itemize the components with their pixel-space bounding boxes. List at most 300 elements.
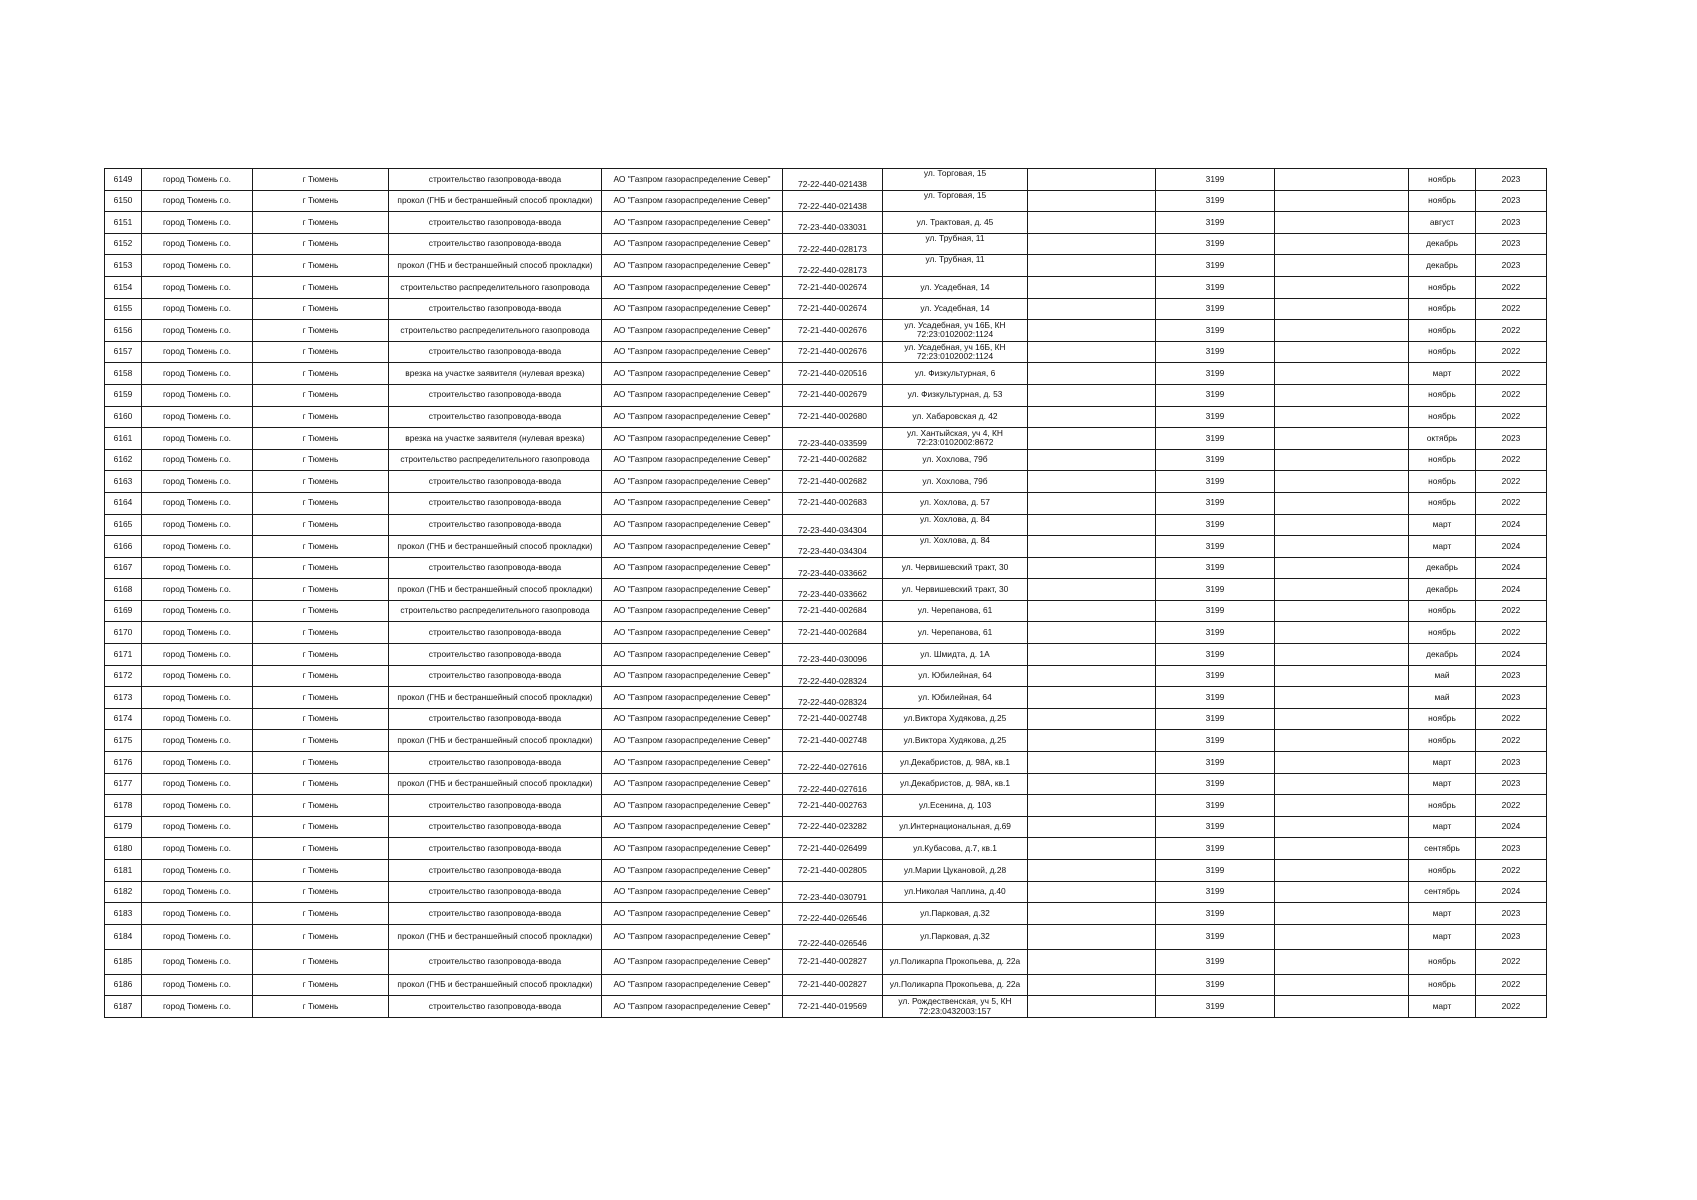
company-cell: АО "Газпром газораспределение Север" bbox=[602, 687, 783, 709]
address-cell: ул. Рождественская, уч 5, КН 72:23:0432003:157 bbox=[883, 996, 1028, 1018]
row-number-cell: 6182 bbox=[105, 881, 142, 903]
year-cell: 2023 bbox=[1476, 212, 1547, 234]
blank-cell bbox=[1028, 341, 1156, 363]
municipality-cell: город Тюмень г.о. bbox=[142, 406, 253, 428]
municipality-cell: город Тюмень г.о. bbox=[142, 384, 253, 406]
blank-cell bbox=[1275, 687, 1409, 709]
municipality-cell: город Тюмень г.о. bbox=[142, 730, 253, 752]
work-type-cell: строительство газопровода-ввода bbox=[389, 169, 602, 191]
month-cell: ноябрь bbox=[1409, 320, 1476, 342]
code-cell: 3199 bbox=[1156, 838, 1275, 860]
year-cell: 2023 bbox=[1476, 903, 1547, 925]
table-row bbox=[105, 212, 1547, 234]
code-cell: 3199 bbox=[1156, 622, 1275, 644]
code-cell: 3199 bbox=[1156, 860, 1275, 882]
month-cell: ноябрь bbox=[1409, 949, 1476, 974]
row-number-cell: 6173 bbox=[105, 687, 142, 709]
address-cell: ул. Хабаровская д. 42 bbox=[883, 406, 1028, 428]
address-cell: ул.Парковая, д.32 bbox=[883, 924, 1028, 949]
settlement-cell: г Тюмень bbox=[253, 384, 389, 406]
work-type-cell: прокол (ГНБ и бестраншейный способ прокладки) bbox=[389, 190, 602, 212]
blank-cell bbox=[1028, 190, 1156, 212]
work-type-cell: строительство газопровода-ввода bbox=[389, 816, 602, 838]
application-number-cell: 72-21-440-002680 bbox=[783, 406, 883, 428]
address-cell: ул. Червишевский тракт, 30 bbox=[883, 557, 1028, 579]
application-number-cell: 72-22-440-028173 bbox=[783, 255, 883, 277]
application-number-cell: 72-21-440-002827 bbox=[783, 974, 883, 996]
year-cell: 2024 bbox=[1476, 881, 1547, 903]
table-row bbox=[105, 974, 1547, 996]
application-number-cell: 72-22-440-028324 bbox=[783, 687, 883, 709]
code-cell: 3199 bbox=[1156, 514, 1275, 536]
blank-cell bbox=[1275, 974, 1409, 996]
row-number-cell: 6177 bbox=[105, 773, 142, 795]
blank-cell bbox=[1028, 514, 1156, 536]
settlement-cell: г Тюмень bbox=[253, 255, 389, 277]
blank-cell bbox=[1028, 169, 1156, 191]
blank-cell bbox=[1028, 816, 1156, 838]
settlement-cell: г Тюмень bbox=[253, 622, 389, 644]
blank-cell bbox=[1275, 255, 1409, 277]
municipality-cell: город Тюмень г.о. bbox=[142, 557, 253, 579]
settlement-cell: г Тюмень bbox=[253, 860, 389, 882]
company-cell: АО "Газпром газораспределение Север" bbox=[602, 600, 783, 622]
table-row bbox=[105, 860, 1547, 882]
address-cell: ул. Усадебная, уч 16Б, КН 72:23:0102002:1124 bbox=[883, 341, 1028, 363]
company-cell: АО "Газпром газораспределение Север" bbox=[602, 341, 783, 363]
table-row bbox=[105, 190, 1547, 212]
municipality-cell: город Тюмень г.о. bbox=[142, 428, 253, 450]
settlement-cell: г Тюмень bbox=[253, 752, 389, 774]
month-cell: ноябрь bbox=[1409, 406, 1476, 428]
address-cell: ул. Физкультурная, д. 53 bbox=[883, 384, 1028, 406]
work-type-cell: строительство распределительного газопровода bbox=[389, 600, 602, 622]
month-cell: ноябрь bbox=[1409, 190, 1476, 212]
code-cell: 3199 bbox=[1156, 341, 1275, 363]
row-number-cell: 6186 bbox=[105, 974, 142, 996]
row-number-cell: 6172 bbox=[105, 665, 142, 687]
settlement-cell: г Тюмень bbox=[253, 492, 389, 514]
table-row bbox=[105, 903, 1547, 925]
code-cell: 3199 bbox=[1156, 449, 1275, 471]
row-number-cell: 6180 bbox=[105, 838, 142, 860]
address-cell: ул.Марии Цукановой, д.28 bbox=[883, 860, 1028, 882]
settlement-cell: г Тюмень bbox=[253, 949, 389, 974]
address-cell: ул. Шмидта, д. 1А bbox=[883, 644, 1028, 666]
address-cell: ул. Червишевский тракт, 30 bbox=[883, 579, 1028, 601]
year-cell: 2023 bbox=[1476, 169, 1547, 191]
year-cell: 2022 bbox=[1476, 860, 1547, 882]
year-cell: 2023 bbox=[1476, 924, 1547, 949]
settlement-cell: г Тюмень bbox=[253, 708, 389, 730]
code-cell: 3199 bbox=[1156, 795, 1275, 817]
settlement-cell: г Тюмень bbox=[253, 320, 389, 342]
blank-cell bbox=[1275, 752, 1409, 774]
blank-cell bbox=[1275, 320, 1409, 342]
municipality-cell: город Тюмень г.о. bbox=[142, 255, 253, 277]
address-cell: ул.Декабристов, д. 98А, кв.1 bbox=[883, 773, 1028, 795]
address-cell: ул. Хохлова, д. 84 bbox=[883, 514, 1028, 536]
settlement-cell: г Тюмень bbox=[253, 557, 389, 579]
year-cell: 2022 bbox=[1476, 974, 1547, 996]
table-row bbox=[105, 622, 1547, 644]
month-cell: август bbox=[1409, 212, 1476, 234]
year-cell: 2023 bbox=[1476, 752, 1547, 774]
row-number-cell: 6185 bbox=[105, 949, 142, 974]
code-cell: 3199 bbox=[1156, 708, 1275, 730]
application-number-cell: 72-21-440-002683 bbox=[783, 492, 883, 514]
table-row bbox=[105, 795, 1547, 817]
municipality-cell: город Тюмень г.о. bbox=[142, 298, 253, 320]
month-cell: март bbox=[1409, 773, 1476, 795]
municipality-cell: город Тюмень г.о. bbox=[142, 600, 253, 622]
row-number-cell: 6162 bbox=[105, 449, 142, 471]
company-cell: АО "Газпром газораспределение Север" bbox=[602, 276, 783, 298]
year-cell: 2022 bbox=[1476, 298, 1547, 320]
work-type-cell: врезка на участке заявителя (нулевая врезка) bbox=[389, 428, 602, 450]
code-cell: 3199 bbox=[1156, 924, 1275, 949]
company-cell: АО "Газпром газораспределение Север" bbox=[602, 622, 783, 644]
blank-cell bbox=[1028, 363, 1156, 385]
municipality-cell: город Тюмень г.о. bbox=[142, 687, 253, 709]
settlement-cell: г Тюмень bbox=[253, 600, 389, 622]
municipality-cell: город Тюмень г.о. bbox=[142, 190, 253, 212]
blank-cell bbox=[1275, 622, 1409, 644]
blank-cell bbox=[1028, 492, 1156, 514]
table-row bbox=[105, 449, 1547, 471]
blank-cell bbox=[1275, 169, 1409, 191]
table-row bbox=[105, 996, 1547, 1018]
blank-cell bbox=[1275, 276, 1409, 298]
row-number-cell: 6171 bbox=[105, 644, 142, 666]
code-cell: 3199 bbox=[1156, 320, 1275, 342]
municipality-cell: город Тюмень г.о. bbox=[142, 471, 253, 493]
application-number-cell: 72-21-440-002748 bbox=[783, 730, 883, 752]
application-number-cell: 72-21-440-002674 bbox=[783, 298, 883, 320]
table-row bbox=[105, 255, 1547, 277]
table-row bbox=[105, 949, 1547, 974]
row-number-cell: 6179 bbox=[105, 816, 142, 838]
table-row bbox=[105, 881, 1547, 903]
year-cell: 2024 bbox=[1476, 557, 1547, 579]
municipality-cell: город Тюмень г.о. bbox=[142, 449, 253, 471]
table-row bbox=[105, 492, 1547, 514]
year-cell: 2024 bbox=[1476, 514, 1547, 536]
settlement-cell: г Тюмень bbox=[253, 795, 389, 817]
company-cell: АО "Газпром газораспределение Север" bbox=[602, 471, 783, 493]
application-number-cell: 72-21-440-002763 bbox=[783, 795, 883, 817]
work-type-cell: строительство газопровода-ввода bbox=[389, 384, 602, 406]
work-type-cell: строительство газопровода-ввода bbox=[389, 795, 602, 817]
municipality-cell: город Тюмень г.о. bbox=[142, 903, 253, 925]
blank-cell bbox=[1028, 773, 1156, 795]
settlement-cell: г Тюмень bbox=[253, 341, 389, 363]
code-cell: 3199 bbox=[1156, 428, 1275, 450]
blank-cell bbox=[1028, 881, 1156, 903]
application-number-cell: 72-22-440-028173 bbox=[783, 233, 883, 255]
table-row bbox=[105, 644, 1547, 666]
code-cell: 3199 bbox=[1156, 492, 1275, 514]
blank-cell bbox=[1028, 687, 1156, 709]
blank-cell bbox=[1275, 665, 1409, 687]
table-row bbox=[105, 557, 1547, 579]
company-cell: АО "Газпром газораспределение Север" bbox=[602, 190, 783, 212]
settlement-cell: г Тюмень bbox=[253, 471, 389, 493]
year-cell: 2023 bbox=[1476, 255, 1547, 277]
municipality-cell: город Тюмень г.о. bbox=[142, 233, 253, 255]
company-cell: АО "Газпром газораспределение Север" bbox=[602, 924, 783, 949]
application-number-cell: 72-21-440-002748 bbox=[783, 708, 883, 730]
row-number-cell: 6169 bbox=[105, 600, 142, 622]
municipality-cell: город Тюмень г.о. bbox=[142, 924, 253, 949]
month-cell: октябрь bbox=[1409, 428, 1476, 450]
month-cell: декабрь bbox=[1409, 579, 1476, 601]
year-cell: 2022 bbox=[1476, 384, 1547, 406]
blank-cell bbox=[1028, 298, 1156, 320]
code-cell: 3199 bbox=[1156, 255, 1275, 277]
row-number-cell: 6155 bbox=[105, 298, 142, 320]
month-cell: сентябрь bbox=[1409, 881, 1476, 903]
company-cell: АО "Газпром газораспределение Север" bbox=[602, 838, 783, 860]
company-cell: АО "Газпром газораспределение Север" bbox=[602, 881, 783, 903]
blank-cell bbox=[1275, 996, 1409, 1018]
company-cell: АО "Газпром газораспределение Север" bbox=[602, 996, 783, 1018]
year-cell: 2024 bbox=[1476, 579, 1547, 601]
code-cell: 3199 bbox=[1156, 881, 1275, 903]
year-cell: 2022 bbox=[1476, 471, 1547, 493]
register-table-body bbox=[105, 169, 1547, 1018]
code-cell: 3199 bbox=[1156, 974, 1275, 996]
row-number-cell: 6156 bbox=[105, 320, 142, 342]
table-row bbox=[105, 773, 1547, 795]
application-number-cell: 72-21-440-002676 bbox=[783, 320, 883, 342]
company-cell: АО "Газпром газораспределение Север" bbox=[602, 428, 783, 450]
table-row bbox=[105, 924, 1547, 949]
year-cell: 2023 bbox=[1476, 428, 1547, 450]
work-type-cell: строительство газопровода-ввода bbox=[389, 860, 602, 882]
settlement-cell: г Тюмень bbox=[253, 881, 389, 903]
application-number-cell: 72-22-440-021438 bbox=[783, 169, 883, 191]
municipality-cell: город Тюмень г.о. bbox=[142, 773, 253, 795]
blank-cell bbox=[1275, 557, 1409, 579]
row-number-cell: 6154 bbox=[105, 276, 142, 298]
year-cell: 2022 bbox=[1476, 600, 1547, 622]
application-number-cell: 72-21-440-002684 bbox=[783, 622, 883, 644]
month-cell: март bbox=[1409, 752, 1476, 774]
row-number-cell: 6158 bbox=[105, 363, 142, 385]
municipality-cell: город Тюмень г.о. bbox=[142, 838, 253, 860]
application-number-cell: 72-23-440-030096 bbox=[783, 644, 883, 666]
settlement-cell: г Тюмень bbox=[253, 687, 389, 709]
company-cell: АО "Газпром газораспределение Север" bbox=[602, 795, 783, 817]
settlement-cell: г Тюмень bbox=[253, 514, 389, 536]
month-cell: март bbox=[1409, 363, 1476, 385]
year-cell: 2022 bbox=[1476, 949, 1547, 974]
row-number-cell: 6170 bbox=[105, 622, 142, 644]
application-number-cell: 72-22-440-026546 bbox=[783, 924, 883, 949]
municipality-cell: город Тюмень г.о. bbox=[142, 795, 253, 817]
settlement-cell: г Тюмень bbox=[253, 169, 389, 191]
settlement-cell: г Тюмень bbox=[253, 730, 389, 752]
month-cell: ноябрь bbox=[1409, 298, 1476, 320]
month-cell: март bbox=[1409, 514, 1476, 536]
blank-cell bbox=[1275, 949, 1409, 974]
company-cell: АО "Газпром газораспределение Север" bbox=[602, 298, 783, 320]
month-cell: март bbox=[1409, 996, 1476, 1018]
blank-cell bbox=[1275, 341, 1409, 363]
blank-cell bbox=[1028, 320, 1156, 342]
company-cell: АО "Газпром газораспределение Север" bbox=[602, 974, 783, 996]
month-cell: ноябрь bbox=[1409, 471, 1476, 493]
work-type-cell: прокол (ГНБ и бестраншейный способ прокладки) bbox=[389, 579, 602, 601]
address-cell: ул. Хохлова, 79б bbox=[883, 471, 1028, 493]
row-number-cell: 6149 bbox=[105, 169, 142, 191]
address-cell: ул.Виктора Худякова, д.25 bbox=[883, 708, 1028, 730]
blank-cell bbox=[1028, 428, 1156, 450]
address-cell: ул.Николая Чаплина, д.40 bbox=[883, 881, 1028, 903]
year-cell: 2022 bbox=[1476, 406, 1547, 428]
blank-cell bbox=[1028, 471, 1156, 493]
code-cell: 3199 bbox=[1156, 752, 1275, 774]
address-cell: ул. Трактовая, д. 45 bbox=[883, 212, 1028, 234]
month-cell: май bbox=[1409, 665, 1476, 687]
blank-cell bbox=[1275, 600, 1409, 622]
table-row bbox=[105, 276, 1547, 298]
year-cell: 2022 bbox=[1476, 276, 1547, 298]
work-type-cell: строительство распределительного газопровода bbox=[389, 276, 602, 298]
blank-cell bbox=[1275, 644, 1409, 666]
work-type-cell: строительство газопровода-ввода bbox=[389, 341, 602, 363]
blank-cell bbox=[1275, 428, 1409, 450]
application-number-cell: 72-21-440-026499 bbox=[783, 838, 883, 860]
work-type-cell: строительство газопровода-ввода bbox=[389, 949, 602, 974]
work-type-cell: строительство газопровода-ввода bbox=[389, 752, 602, 774]
company-cell: АО "Газпром газораспределение Север" bbox=[602, 752, 783, 774]
month-cell: март bbox=[1409, 536, 1476, 558]
year-cell: 2024 bbox=[1476, 644, 1547, 666]
table-row bbox=[105, 428, 1547, 450]
row-number-cell: 6164 bbox=[105, 492, 142, 514]
settlement-cell: г Тюмень bbox=[253, 816, 389, 838]
blank-cell bbox=[1028, 903, 1156, 925]
company-cell: АО "Газпром газораспределение Север" bbox=[602, 816, 783, 838]
application-number-cell: 72-22-440-021438 bbox=[783, 190, 883, 212]
application-number-cell: 72-22-440-026546 bbox=[783, 903, 883, 925]
blank-cell bbox=[1028, 708, 1156, 730]
address-cell: ул.Есенина, д. 103 bbox=[883, 795, 1028, 817]
code-cell: 3199 bbox=[1156, 996, 1275, 1018]
table-row bbox=[105, 752, 1547, 774]
code-cell: 3199 bbox=[1156, 190, 1275, 212]
company-cell: АО "Газпром газораспределение Север" bbox=[602, 665, 783, 687]
code-cell: 3199 bbox=[1156, 687, 1275, 709]
year-cell: 2022 bbox=[1476, 492, 1547, 514]
blank-cell bbox=[1275, 449, 1409, 471]
application-number-cell: 72-23-440-033662 bbox=[783, 579, 883, 601]
company-cell: АО "Газпром газораспределение Север" bbox=[602, 492, 783, 514]
table-row bbox=[105, 708, 1547, 730]
municipality-cell: город Тюмень г.о. bbox=[142, 665, 253, 687]
row-number-cell: 6175 bbox=[105, 730, 142, 752]
settlement-cell: г Тюмень bbox=[253, 838, 389, 860]
work-type-cell: прокол (ГНБ и бестраншейный способ прокладки) bbox=[389, 924, 602, 949]
municipality-cell: город Тюмень г.о. bbox=[142, 708, 253, 730]
row-number-cell: 6167 bbox=[105, 557, 142, 579]
table-row bbox=[105, 169, 1547, 191]
month-cell: декабрь bbox=[1409, 233, 1476, 255]
month-cell: март bbox=[1409, 924, 1476, 949]
address-cell: ул. Черепанова, 61 bbox=[883, 600, 1028, 622]
row-number-cell: 6160 bbox=[105, 406, 142, 428]
address-cell: ул.Виктора Худякова, д.25 bbox=[883, 730, 1028, 752]
year-cell: 2023 bbox=[1476, 838, 1547, 860]
code-cell: 3199 bbox=[1156, 730, 1275, 752]
blank-cell bbox=[1028, 949, 1156, 974]
settlement-cell: г Тюмень bbox=[253, 190, 389, 212]
work-type-cell: строительство газопровода-ввода bbox=[389, 903, 602, 925]
year-cell: 2022 bbox=[1476, 622, 1547, 644]
row-number-cell: 6165 bbox=[105, 514, 142, 536]
company-cell: АО "Газпром газораспределение Север" bbox=[602, 557, 783, 579]
year-cell: 2022 bbox=[1476, 708, 1547, 730]
month-cell: декабрь bbox=[1409, 557, 1476, 579]
address-cell: ул. Усадебная, 14 bbox=[883, 298, 1028, 320]
table-row bbox=[105, 320, 1547, 342]
address-cell: ул.Парковая, д.32 bbox=[883, 903, 1028, 925]
municipality-cell: город Тюмень г.о. bbox=[142, 363, 253, 385]
address-cell: ул.Интернациональная, д.69 bbox=[883, 816, 1028, 838]
year-cell: 2022 bbox=[1476, 996, 1547, 1018]
month-cell: декабрь bbox=[1409, 255, 1476, 277]
application-number-cell: 72-21-440-002674 bbox=[783, 276, 883, 298]
company-cell: АО "Газпром газораспределение Север" bbox=[602, 730, 783, 752]
table-row bbox=[105, 341, 1547, 363]
application-number-cell: 72-23-440-033599 bbox=[783, 428, 883, 450]
municipality-cell: город Тюмень г.о. bbox=[142, 752, 253, 774]
work-type-cell: врезка на участке заявителя (нулевая врезка) bbox=[389, 363, 602, 385]
table-row bbox=[105, 233, 1547, 255]
row-number-cell: 6178 bbox=[105, 795, 142, 817]
year-cell: 2023 bbox=[1476, 190, 1547, 212]
year-cell: 2023 bbox=[1476, 687, 1547, 709]
blank-cell bbox=[1028, 212, 1156, 234]
address-cell: ул. Юбилейная, 64 bbox=[883, 687, 1028, 709]
work-type-cell: прокол (ГНБ и бестраншейный способ прокладки) bbox=[389, 536, 602, 558]
blank-cell bbox=[1028, 795, 1156, 817]
work-type-cell: строительство газопровода-ввода bbox=[389, 406, 602, 428]
settlement-cell: г Тюмень bbox=[253, 579, 389, 601]
municipality-cell: город Тюмень г.о. bbox=[142, 949, 253, 974]
blank-cell bbox=[1028, 622, 1156, 644]
blank-cell bbox=[1028, 536, 1156, 558]
table-row bbox=[105, 579, 1547, 601]
application-number-cell: 72-21-440-002827 bbox=[783, 949, 883, 974]
month-cell: ноябрь bbox=[1409, 276, 1476, 298]
code-cell: 3199 bbox=[1156, 536, 1275, 558]
municipality-cell: город Тюмень г.о. bbox=[142, 644, 253, 666]
blank-cell bbox=[1028, 557, 1156, 579]
blank-cell bbox=[1275, 471, 1409, 493]
code-cell: 3199 bbox=[1156, 363, 1275, 385]
municipality-cell: город Тюмень г.о. bbox=[142, 492, 253, 514]
settlement-cell: г Тюмень bbox=[253, 276, 389, 298]
blank-cell bbox=[1275, 514, 1409, 536]
blank-cell bbox=[1275, 190, 1409, 212]
application-number-cell: 72-21-440-002682 bbox=[783, 471, 883, 493]
blank-cell bbox=[1275, 708, 1409, 730]
blank-cell bbox=[1028, 384, 1156, 406]
table-row bbox=[105, 687, 1547, 709]
